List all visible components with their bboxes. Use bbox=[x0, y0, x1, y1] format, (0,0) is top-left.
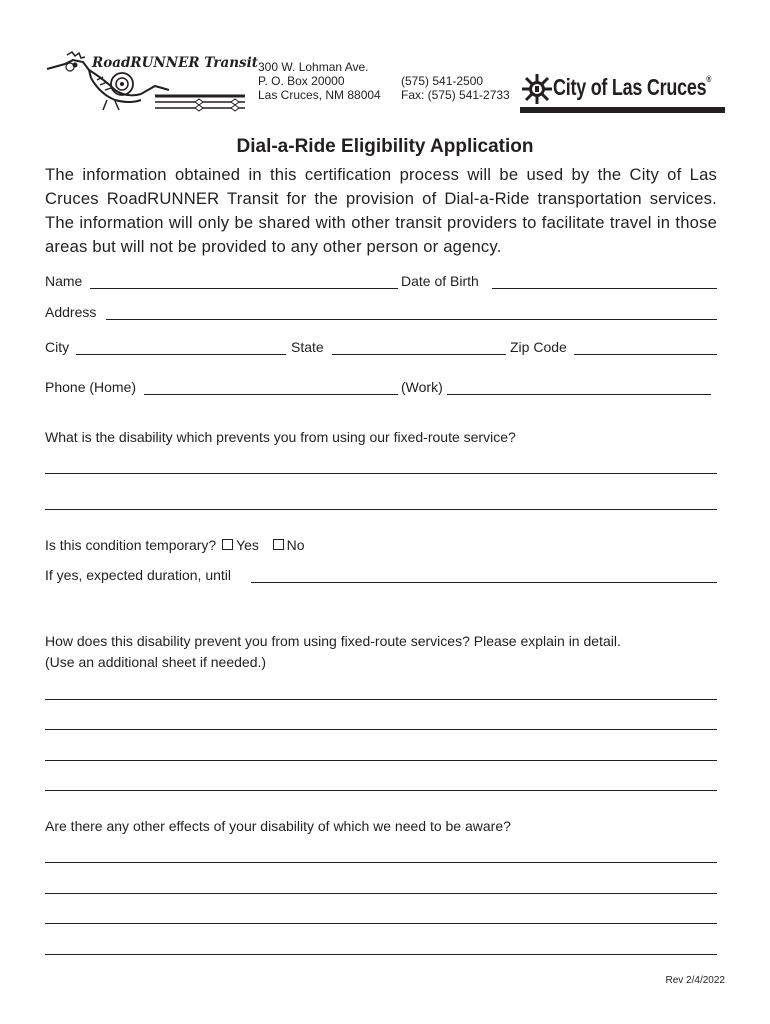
question-disability: What is the disability which prevents you from using our fixed-route service? bbox=[45, 429, 516, 445]
registered-mark: ® bbox=[706, 74, 712, 84]
answer-line[interactable] bbox=[45, 699, 717, 700]
address-line: Las Cruces, NM 88004 bbox=[258, 88, 381, 102]
name-label: Name bbox=[45, 273, 83, 289]
phone-home-label: Phone (Home) bbox=[45, 379, 137, 395]
yes-label: Yes bbox=[236, 537, 259, 553]
answer-line[interactable] bbox=[45, 954, 717, 955]
address-line: P. O. Box 20000 bbox=[258, 74, 345, 88]
no-checkbox[interactable] bbox=[273, 539, 284, 550]
zip-field[interactable] bbox=[574, 354, 717, 355]
answer-line[interactable] bbox=[45, 473, 717, 474]
question-explain: How does this disability prevent you from using fixed-route services? Please explain in detail. bbox=[45, 633, 621, 649]
state-label: State bbox=[291, 339, 324, 355]
city-logo-text bbox=[553, 74, 711, 101]
city-name: City of Las Cruces bbox=[553, 74, 707, 100]
fax-number: Fax: (575) 541-2733 bbox=[401, 88, 510, 102]
question-other-effects: Are there any other effects of your disability of which we need to be aware? bbox=[45, 818, 511, 834]
revision-date: Rev 2/4/2022 bbox=[665, 975, 725, 986]
brand-name: RoadRUNNER Transit bbox=[92, 55, 258, 71]
yes-checkbox[interactable] bbox=[222, 539, 233, 550]
contact-numbers bbox=[401, 74, 510, 102]
header-rule bbox=[520, 107, 725, 113]
form-title: Dial-a-Ride Eligibility Application bbox=[236, 136, 534, 157]
sun-icon bbox=[520, 72, 554, 106]
answer-line[interactable] bbox=[45, 862, 717, 863]
address-field[interactable] bbox=[106, 319, 717, 320]
question-temporary bbox=[45, 537, 305, 553]
duration-field[interactable] bbox=[251, 582, 717, 583]
dob-field[interactable] bbox=[492, 288, 717, 289]
question-temporary-text: Is this condition temporary? bbox=[45, 537, 217, 553]
city-field[interactable] bbox=[76, 354, 286, 355]
city-label: City bbox=[45, 339, 70, 355]
dob-label: Date of Birth bbox=[401, 273, 479, 289]
duration-label: If yes, expected duration, until bbox=[45, 567, 231, 583]
state-field[interactable] bbox=[332, 354, 506, 355]
phone-work-label: (Work) bbox=[401, 379, 443, 395]
intro-paragraph: The information obtained in this certification process will be used by the City of Las Cruces RoadRUNNER Transit for the provision of Dial-a-Ride transportation services. The information will only be shared with other transit providers to facilitate travel in those areas but will not be provided to any other person or agency. bbox=[45, 165, 717, 256]
answer-line[interactable] bbox=[45, 760, 717, 761]
no-label: No bbox=[286, 537, 305, 553]
mailing-address bbox=[258, 60, 381, 102]
answer-line[interactable] bbox=[45, 893, 717, 894]
answer-line[interactable] bbox=[45, 729, 717, 730]
question-explain-note: (Use an additional sheet if needed.) bbox=[45, 654, 267, 670]
phone-home-field[interactable] bbox=[144, 394, 398, 395]
answer-line[interactable] bbox=[45, 790, 717, 791]
phone-work-field[interactable] bbox=[447, 394, 711, 395]
address-line: 300 W. Lohman Ave. bbox=[258, 60, 369, 74]
address-label: Address bbox=[45, 304, 97, 320]
name-field[interactable] bbox=[90, 288, 398, 289]
phone-number: (575) 541-2500 bbox=[401, 74, 484, 88]
zip-label: Zip Code bbox=[510, 339, 567, 355]
answer-line[interactable] bbox=[45, 509, 717, 510]
answer-line[interactable] bbox=[45, 923, 717, 924]
